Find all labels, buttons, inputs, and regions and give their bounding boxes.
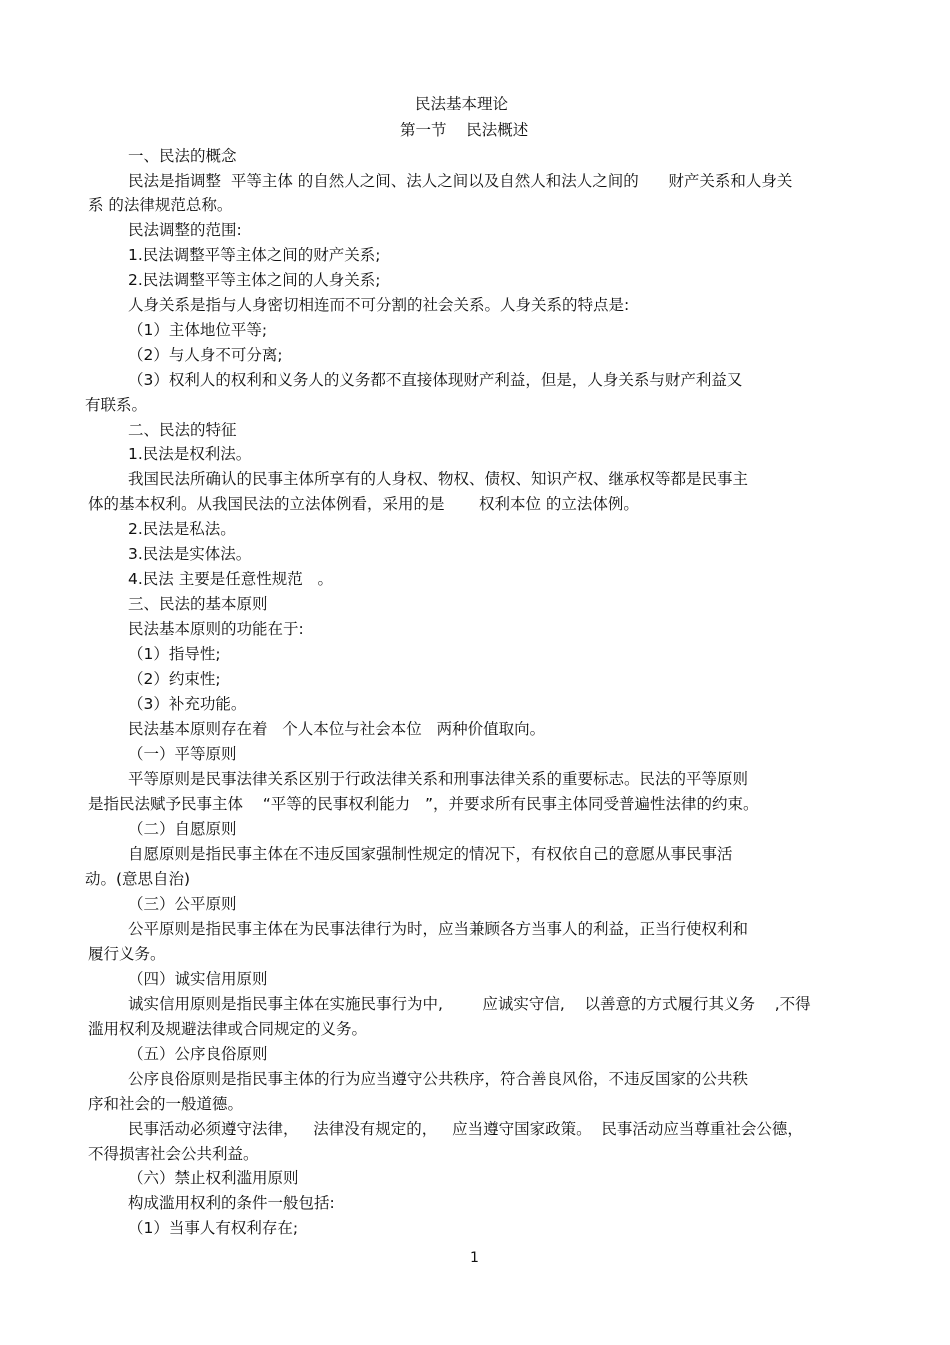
list-item: 1.民法是权利法。	[128, 445, 252, 463]
paragraph-line: 平等原则是民事法律关系区别于行政法律关系和刑事法律关系的重要标志。民法的平等原则	[128, 770, 749, 788]
list-item: （1）当事人有权利存在;	[128, 1219, 299, 1237]
subheading-abuse-of-rights: （六）禁止权利滥用原则	[128, 1169, 299, 1187]
list-item: （2）约束性;	[128, 670, 221, 688]
paragraph-line: 民法调整的范围:	[128, 221, 242, 239]
paragraph-line: 有联系。	[85, 396, 148, 414]
paragraph-line: 是指民法赋予民事主体 “平等的民事权利能力 ”，并要求所有民事主体同受普遍性法律的约束。	[88, 795, 759, 813]
subheading-public-order: （五）公序良俗原则	[128, 1045, 268, 1063]
subheading-voluntary: （二）自愿原则	[128, 820, 237, 838]
document-title: 民法基本理论	[415, 95, 509, 113]
paragraph-line: 民法是指调整 平等主体 的自然人之间、法人之间以及自然人和法人之间的 财产关系和人身关	[128, 172, 793, 190]
section-title: 第一节 民法概述	[400, 121, 529, 139]
list-item: （1）主体地位平等;	[128, 321, 268, 339]
paragraph-line: 滥用权利及规避法律或合同规定的义务。	[88, 1020, 368, 1038]
paragraph-line: 构成滥用权利的条件一般包括:	[128, 1194, 335, 1212]
heading-principles: 三、民法的基本原则	[128, 595, 268, 613]
list-item: （3）权利人的权利和义务人的义务都不直接体现财产利益，但是，人身关系与财产利益又	[128, 371, 743, 389]
list-item: 4.民法 主要是任意性规范 。	[128, 570, 333, 588]
heading-concept: 一、民法的概念	[128, 147, 237, 165]
paragraph-line: 动。(意思自治)	[85, 870, 191, 888]
paragraph-line: 诚实信用原则是指民事主体在实施民事行为中, 应诚实守信, 以善意的方式履行其义务 ,不得	[128, 995, 811, 1013]
heading-features: 二、民法的特征	[128, 421, 237, 439]
list-item: 2.民法是私法。	[128, 520, 236, 538]
paragraph-line: 我国民法所确认的民事主体所享有的人身权、物权、债权、知识产权、继承权等都是民事主	[128, 470, 749, 488]
paragraph-line: 自愿原则是指民事主体在不违反国家强制性规定的情况下，有权依自己的意愿从事民事活	[128, 845, 733, 863]
paragraph-line: 不得损害社会公共利益。	[88, 1145, 259, 1163]
paragraph-line: 公序良俗原则是指民事主体的行为应当遵守公共秩序，符合善良风俗，不违反国家的公共秩	[128, 1070, 749, 1088]
subheading-equality: （一）平等原则	[128, 745, 237, 763]
list-item: 3.民法是实体法。	[128, 545, 252, 563]
paragraph-line: 公平原则是指民事主体在为民事法律行为时，应当兼顾各方当事人的利益，正当行使权利和	[128, 920, 749, 938]
list-item: 2.民法调整平等主体之间的人身关系;	[128, 271, 381, 289]
paragraph-line: 民法基本原则存在着 个人本位与社会本位 两种价值取向。	[128, 720, 546, 738]
subheading-fairness: （三）公平原则	[128, 895, 237, 913]
paragraph-line: 人身关系是指与人身密切相连而不可分割的社会关系。人身关系的特点是:	[128, 296, 630, 314]
list-item: （3）补充功能。	[128, 695, 247, 713]
list-item: 1.民法调整平等主体之间的财产关系;	[128, 246, 381, 264]
list-item: （1）指导性;	[128, 645, 221, 663]
subheading-good-faith: （四）诚实信用原则	[128, 970, 268, 988]
page-number: 1	[470, 1250, 479, 1266]
paragraph-line: 系 的法律规范总称。	[88, 196, 233, 214]
paragraph-line: 民事活动必须遵守法律， 法律没有规定的， 应当遵守国家政策。 民事活动应当尊重社会公德，	[128, 1120, 803, 1138]
paragraph-line: 体的基本权利。从我国民法的立法体例看，采用的是 权利本位 的立法体例。	[88, 495, 639, 513]
list-item: （2）与人身不可分离;	[128, 346, 283, 364]
paragraph-line: 民法基本原则的功能在于:	[128, 620, 304, 638]
paragraph-line: 履行义务。	[88, 945, 166, 963]
paragraph-line: 序和社会的一般道德。	[88, 1095, 244, 1113]
